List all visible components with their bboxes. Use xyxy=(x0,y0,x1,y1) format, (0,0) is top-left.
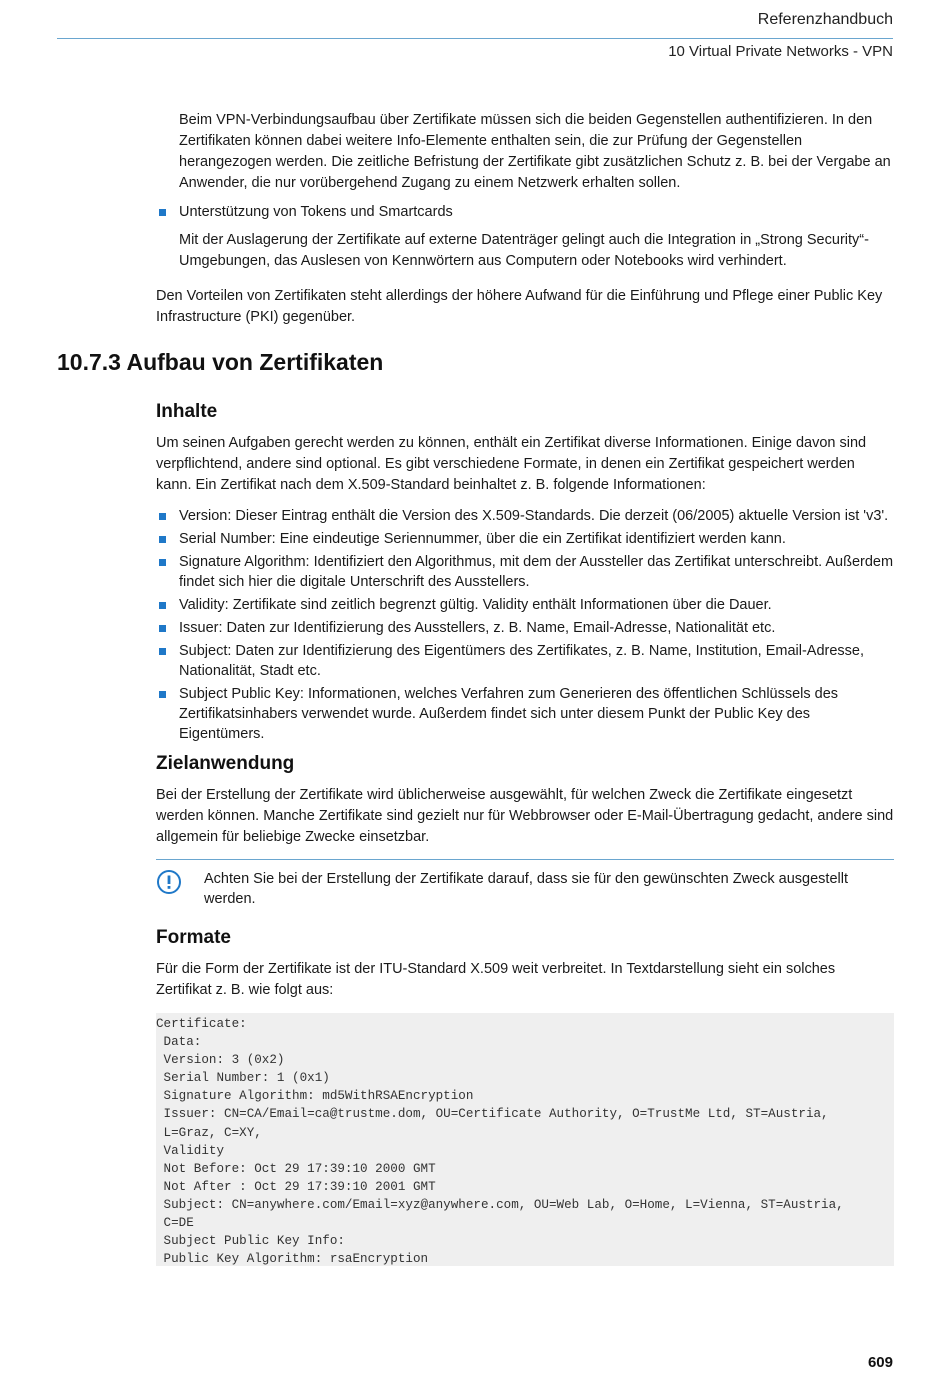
running-header-title: Referenzhandbuch xyxy=(757,11,893,28)
zielanwendung-paragraph: Bei der Erstellung der Zertifikate wird üblicherweise ausgewählt, für welchen Zweck die Zertifikate eingesetzt werden können. Manche Zertifikate sind gezielt nur für Webbrowser oder E-Mail-Übertragung gedacht, andere sind allgemein für beliebige Zwecke einsetzbar. xyxy=(156,787,894,845)
bullet-square-icon xyxy=(159,559,166,566)
formate-heading: Formate xyxy=(156,927,231,948)
zielanwendung-block xyxy=(156,753,894,907)
bullet-square-icon xyxy=(159,648,166,655)
list-item xyxy=(156,595,894,615)
header-rule xyxy=(57,38,893,39)
intro-paragraph: Beim VPN-Verbindungsaufbau über Zertifikate müssen sich die beiden Gegenstellen authentifizieren. In den Zertifikaten können dabei weitere Info-Elemente enthalten sein, die zur Prüfung der Gegenstellen herangezogen werden. Die zeitliche Befristung der Zertifikate gibt zusätzlichen Schutz z. B. bei der Vergabe an Anwender, die nur vorübergehend Zugang zu einem Netzwerk erhalten sollen. xyxy=(179,112,891,191)
inhalte-block xyxy=(156,401,894,747)
bullet-text: Validity: Zertifikate sind zeitlich begrenzt gültig. Validity enthält Informationen über die Dauer. xyxy=(179,597,772,613)
list-item xyxy=(156,618,894,638)
page-number: 609 xyxy=(867,1354,893,1371)
inhalte-paragraph: Um seinen Aufgaben gerecht werden zu können, enthält ein Zertifikat diverse Informationen. Einige davon sind verpflichtend, andere sind optional. Es gibt verschiedene Formate, in denen ein Zertifikat gespeichert werden kann. Ein Zertifikat nach dem X.509-Standard beinhaltet z. B. folgende Informationen: xyxy=(156,435,867,493)
list-item xyxy=(156,506,894,526)
bullet-text: Signature Algorithm: Identifiziert den Algorithmus, mit dem der Aussteller das Zertifikat unterschreibt. Außerdem findet sich hier die digitale Unterschrift des Ausstellers. xyxy=(179,554,894,590)
list-item xyxy=(156,202,894,222)
bullet-text: Serial Number: Eine eindeutige Seriennummer, über die ein Zertifikat identifiziert werden kann. xyxy=(179,531,786,547)
list-item xyxy=(156,529,894,549)
code-block xyxy=(156,1013,894,1266)
note-box xyxy=(156,860,894,907)
section-title: 10.7.3 Aufbau von Zertifikaten xyxy=(57,349,384,375)
closing-paragraph: Den Vorteilen von Zertifikaten steht allerdings der höhere Aufwand für die Einführung und Pflege einer Public Key Infrastructure (PKI) gegenüber. xyxy=(156,288,883,325)
bullet-text: Subject: Daten zur Identifizierung des Eigentümers des Zertifikates, z. B. Name, Institution, Email-Adresse, Nationalität, Stadt etc. xyxy=(179,643,865,679)
inhalte-heading: Inhalte xyxy=(156,401,218,422)
note-text: Achten Sie bei der Erstellung der Zertifikate darauf, dass sie für den gewünschten Zweck ausgestellt werden. xyxy=(204,871,848,907)
bullet-square-icon xyxy=(159,209,166,216)
formate-paragraph: Für die Form der Zertifikate ist der ITU-Standard X.509 weit verbreitet. In Textdarstellung sieht ein solches Zertifikat z. B. wie folgt aus: xyxy=(156,961,836,998)
formate-block xyxy=(156,927,894,1001)
bullet-detail-paragraph: Mit der Auslagerung der Zertifikate auf externe Datenträger gelingt auch die Integration in „Strong Security“-Umgebungen, das Auslesen von Kennwörtern aus Computern oder Notebooks wird verhindert. xyxy=(179,232,869,269)
certificate-code: Certificate: Data: Version: 3 (0x2) Serial Number: 1 (0x1) Signature Algorithm: md5WithRSAEncryption Issuer: CN=CA/Email=ca@trustme.dom, OU=Certificate Authority, O=TrustMe Ltd, ST=Austria, L=Graz, C=XY, Validity Not Before: Oct 29 17:39:10 2000 GMT Not After : Oct 29 17:39:10 2001 GMT Subject: CN=anywhere.com/Email=xyz@anywhere.com, OU=Web Lab, O=Home, L=Vienna, ST=Austria, C=DE Subject Public Key Info: Public Key Algorithm: rsaEncryption xyxy=(156,1017,844,1267)
bullet-text: Subject Public Key: Informationen, welches Verfahren zum Generieren des öffentlichen Schlüssels des Zertifikatsinhabers verwendet wurde. Außerdem findet sich unter diesem Punkt der Public Key des Eigentümers. xyxy=(179,686,839,742)
bullet-text: Issuer: Daten zur Identifizierung des Ausstellers, z. B. Name, Email-Adresse, Nationalität etc. xyxy=(179,620,776,636)
bullet-square-icon xyxy=(159,691,166,698)
intro-block xyxy=(156,110,894,328)
list-item xyxy=(156,641,894,681)
intro-bullet-list xyxy=(156,202,894,222)
list-item xyxy=(156,684,894,744)
zielanwendung-heading: Zielanwendung xyxy=(156,753,295,774)
bullet-square-icon xyxy=(159,513,166,520)
warning-icon xyxy=(156,869,182,900)
running-header-chapter: 10 Virtual Private Networks - VPN xyxy=(668,43,893,60)
inhalte-bullet-list xyxy=(156,506,894,744)
list-item xyxy=(156,552,894,592)
bullet-square-icon xyxy=(159,625,166,632)
bullet-square-icon xyxy=(159,602,166,609)
bullet-text: Unterstützung von Tokens und Smartcards xyxy=(179,204,453,220)
bullet-square-icon xyxy=(159,536,166,543)
bullet-text: Version: Dieser Eintrag enthält die Version des X.509-Standards. Die derzeit (06/2005) aktuelle Version ist 'v3'. xyxy=(179,508,889,524)
